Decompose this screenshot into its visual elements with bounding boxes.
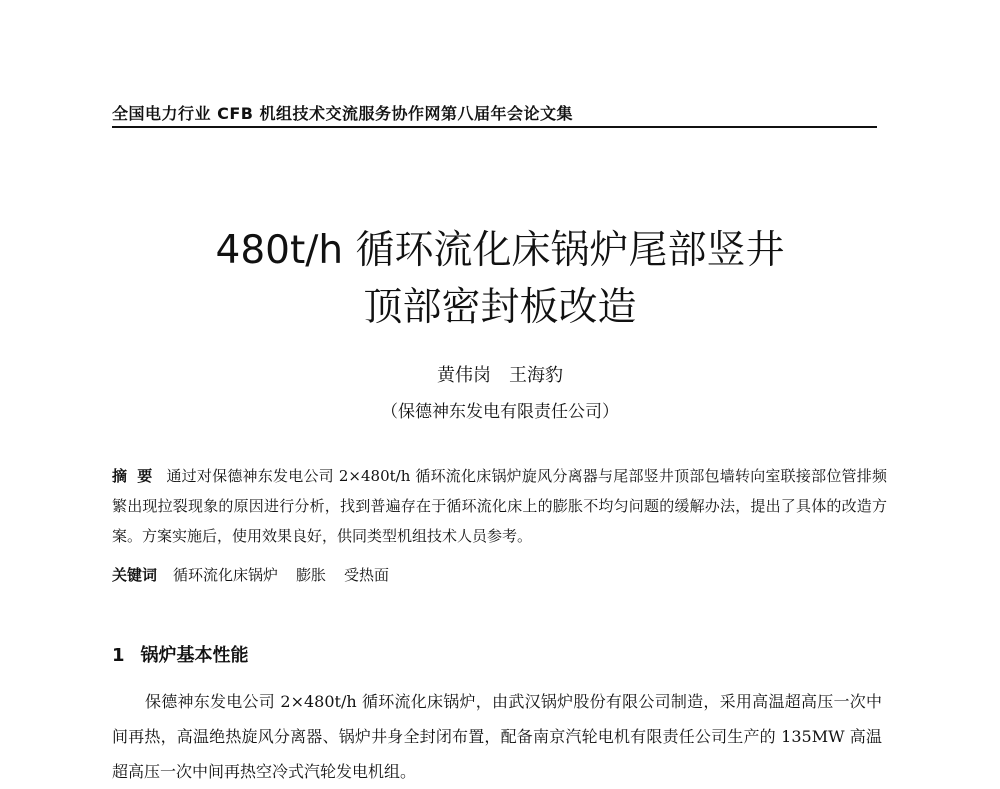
affiliation: （保德神东发电有限责任公司）: [381, 402, 619, 422]
keyword-item: 受热面: [344, 566, 390, 584]
paper-title-line-1: 480t/h 循环流化床锅炉尾部竖井: [215, 228, 785, 273]
authors: 黄伟岗 王海豹: [437, 365, 563, 386]
abstract-label: 摘要: [112, 467, 163, 485]
running-header: 全国电力行业 CFB 机组技术交流服务协作网第八届年会论文集: [112, 104, 574, 123]
header-rule: [112, 126, 877, 128]
keywords-label: 关键词: [112, 566, 158, 584]
section-heading: [112, 641, 249, 667]
paper-title-line-2: 顶部密封板改造: [363, 285, 637, 330]
keyword-item: 膨胀: [296, 566, 327, 584]
keywords: [112, 564, 407, 585]
abstract: [112, 461, 887, 551]
keyword-item: 循环流化床锅炉: [173, 566, 279, 584]
body-paragraph: 保德神东发电公司 2×480t/h 循环流化床锅炉，由武汉锅炉股份有限公司制造，采用高温超高压一次中间再热，高温绝热旋风分离器、锅炉井身全封闭布置，配备南京汽轮电机有限责任公司生产的 135MW 高温超高压一次中间再热空冷式汽轮发电机组。: [112, 692, 882, 781]
section-title: 锅炉基本性能: [140, 645, 249, 666]
section-number: 1: [112, 645, 125, 666]
abstract-text: 通过对保德神东发电公司 2×480t/h 循环流化床锅炉旋风分离器与尾部竖井顶部包墙转向室联接部位管排频繁出现拉裂现象的原因进行分析，找到普遍存在于循环流化床上的膨胀不均匀问题的缓解办法，提出了具体的改造方案。方案实施后，使用效果良好，供同类型机组技术人员参考。: [112, 467, 887, 545]
